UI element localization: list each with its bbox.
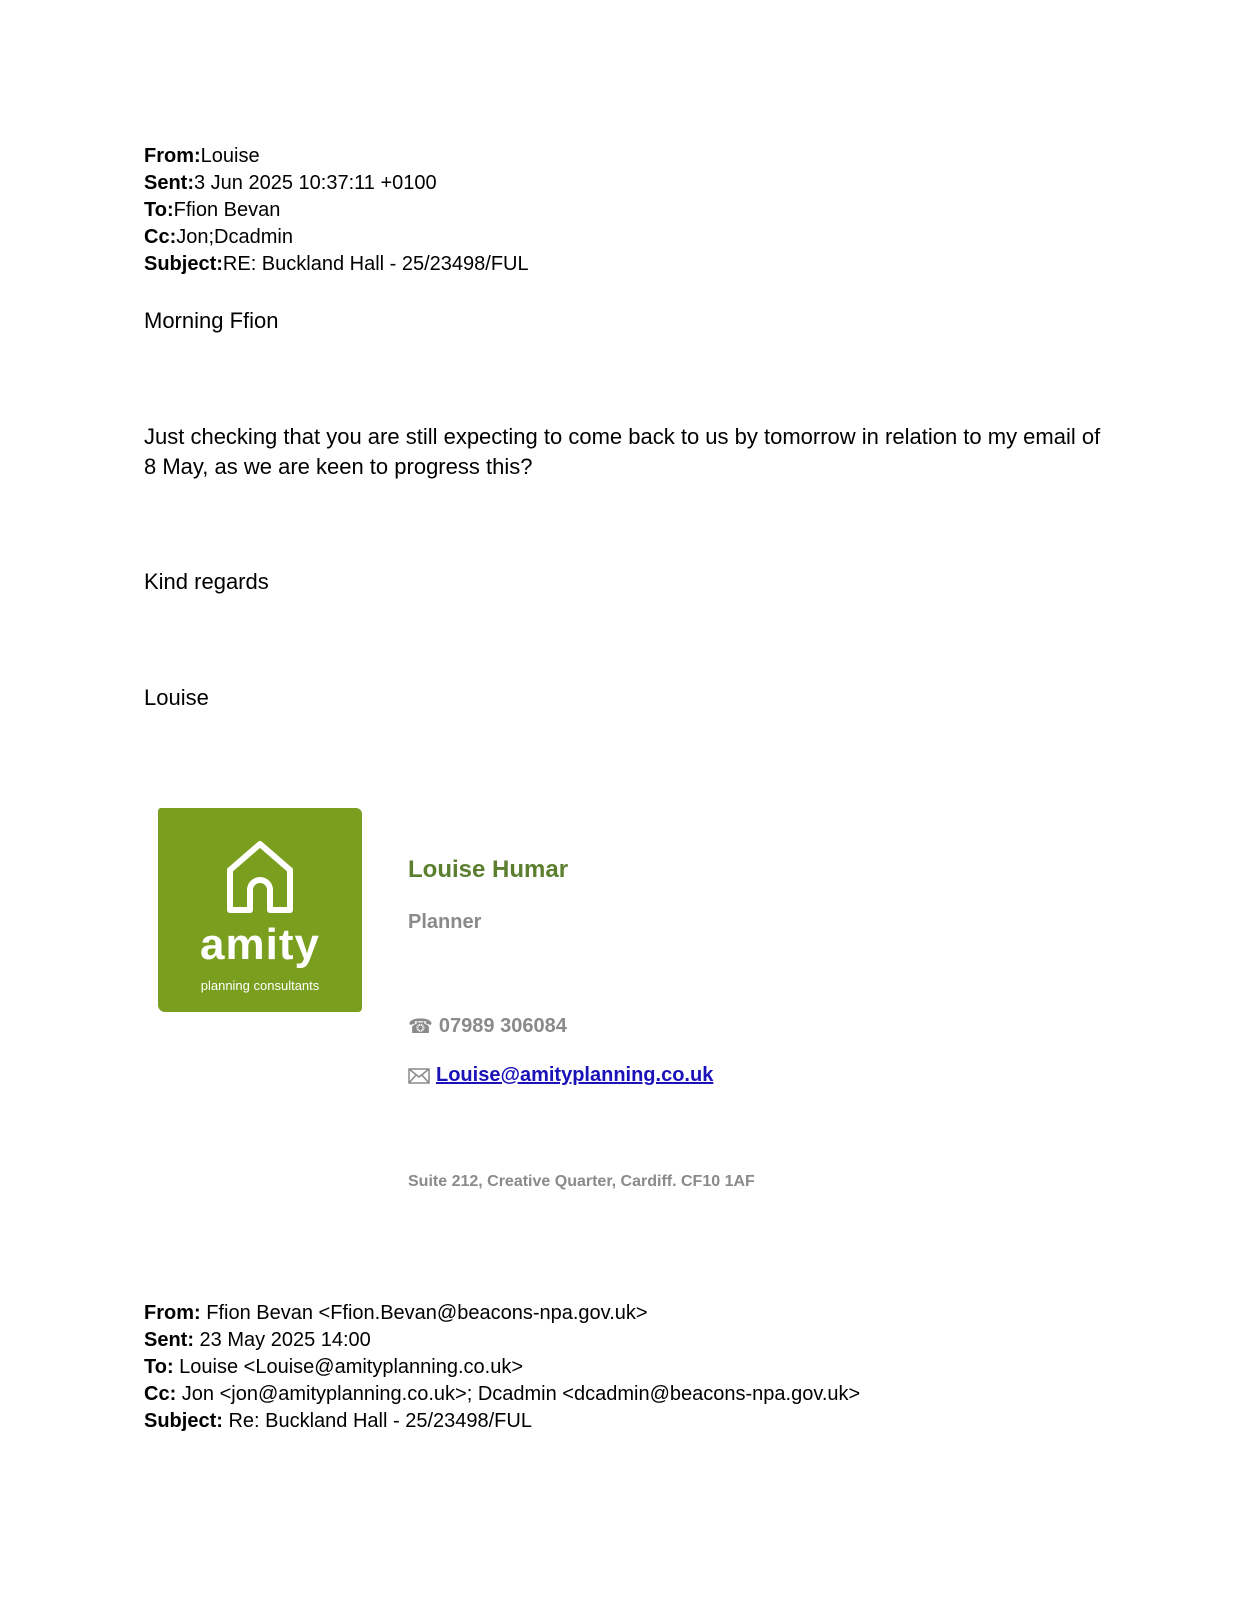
subject-value: RE: Buckland Hall - 25/23498/FUL: [222, 253, 529, 275]
prev-cc-value: Jon <jon@amityplanning.co.uk>; Dcadmin <dcadmin@beacons-npa.gov.uk>: [176, 1383, 861, 1405]
prev-to-line: To: Louise <Louise@amityplanning.co.uk>: [144, 1356, 524, 1378]
amity-logo: [158, 808, 362, 1012]
cc-value: Jon;Dcadmin: [176, 226, 293, 248]
from-value: Louise: [200, 145, 260, 167]
sender-signoff: Louise: [144, 685, 209, 710]
greeting: Morning Ffion: [144, 308, 279, 333]
phone-number: 07989 306084: [438, 1015, 567, 1037]
to-line: To:Ffion Bevan: [144, 199, 281, 221]
prev-from-value: Ffion Bevan <Ffion.Bevan@beacons-npa.gov.uk>: [200, 1302, 648, 1324]
signature-address: Suite 212, Creative Quarter, Cardiff. CF10 1AF: [408, 1173, 755, 1190]
logo-wordmark: amity: [200, 920, 320, 969]
prev-subject-line: Subject: Re: Buckland Hall - 25/23498/FUL: [144, 1410, 532, 1432]
signature-email: [408, 1064, 713, 1087]
signature-phone: [408, 1014, 567, 1039]
signature-name: Louise Humar: [408, 856, 569, 883]
prev-sent-value: 23 May 2025 14:00: [194, 1329, 371, 1351]
house-icon: [224, 838, 296, 914]
prev-cc-line: Cc: Jon <jon@amityplanning.co.uk>; Dcadmin <dcadmin@beacons-npa.gov.uk>: [144, 1383, 861, 1405]
signature-role: Planner: [408, 911, 482, 933]
phone-icon: ☎: [408, 1016, 433, 1038]
email-link[interactable]: Louise@amityplanning.co.uk: [436, 1064, 714, 1086]
email-header-current: [144, 143, 529, 278]
sent-value: 3 Jun 2025 10:37:11 +0100: [194, 172, 437, 194]
sent-line: Sent:3 Jun 2025 10:37:11 +0100: [144, 172, 437, 194]
prev-sent-line: Sent: 23 May 2025 14:00: [144, 1329, 371, 1351]
email-header-previous: [144, 1300, 860, 1435]
closing: Kind regards: [144, 569, 269, 594]
prev-from-line: From: Ffion Bevan <Ffion.Bevan@beacons-npa.gov.uk>: [144, 1302, 648, 1324]
from-line: From:Louise: [144, 145, 260, 167]
subject-line: Subject:RE: Buckland Hall - 25/23498/FUL: [144, 253, 529, 275]
message-body: Just checking that you are still expecting to come back to us by tomorrow in relation to my email of 8 May, as we are keen to progress this?: [144, 424, 1101, 479]
logo-tagline: planning consultants: [200, 978, 320, 993]
prev-subject-value: Re: Buckland Hall - 25/23498/FUL: [222, 1410, 532, 1432]
cc-line: Cc:Jon;Dcadmin: [144, 226, 293, 248]
prev-to-value: Louise <Louise@amityplanning.co.uk>: [173, 1356, 524, 1378]
to-value: Ffion Bevan: [173, 199, 281, 221]
envelope-icon: [408, 1068, 430, 1084]
